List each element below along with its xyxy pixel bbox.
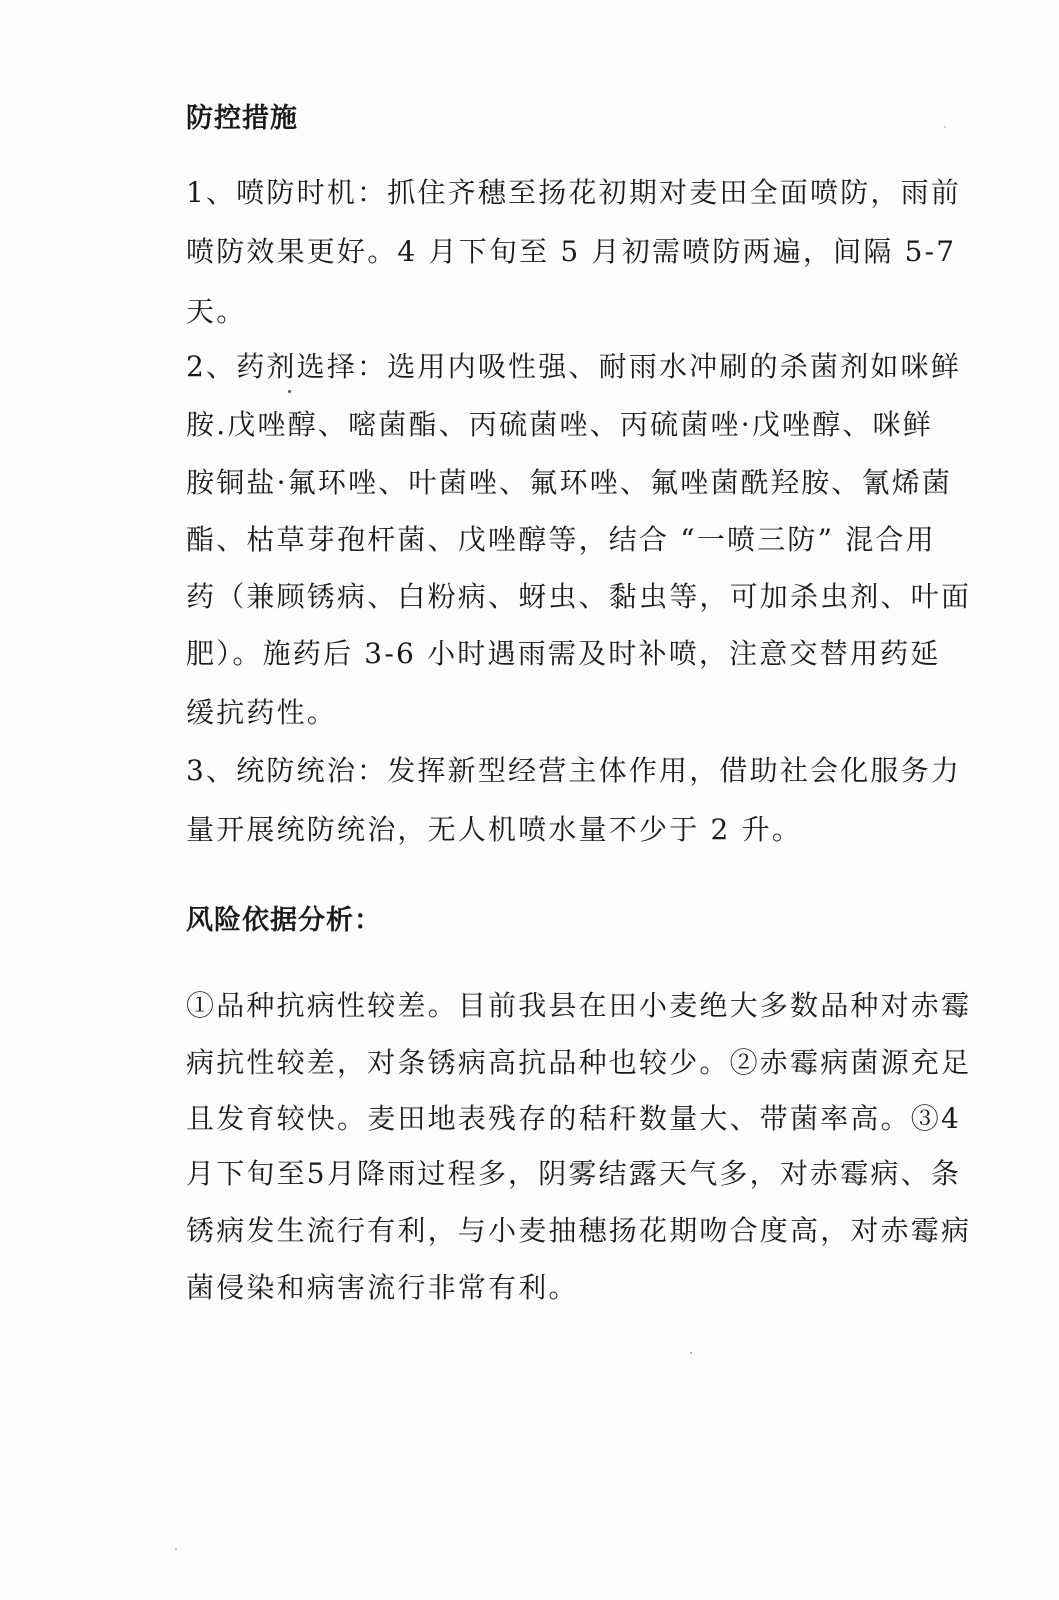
text-line: 天。: [186, 295, 247, 328]
text-line: 月下旬至5月降雨过程多，阴雾结露天气多，对赤霉病、条: [186, 1157, 962, 1190]
text-line: 药（兼顾锈病、白粉病、蚜虫、黏虫等，可加杀虫剂、叶面: [186, 580, 972, 613]
text-line: 3、统防统治：发挥新型经营主体作用，借助社会化服务力: [186, 754, 962, 787]
scan-speck: [288, 390, 291, 393]
scan-speck: [944, 126, 946, 128]
text-line: 菌侵染和病害流行非常有利。: [186, 1271, 579, 1304]
scan-speck: [690, 1352, 692, 1354]
text-line: 且发育较快。麦田地表残存的秸秆数量大、带菌率高。③4: [186, 1102, 962, 1135]
text-line: ①品种抗病性较差。目前我县在田小麦绝大多数品种对赤霉: [186, 989, 972, 1022]
text-line: 胺铜盐·氟环唑、叶菌唑、氟环唑、氟唑菌酰羟胺、氰烯菌: [186, 466, 953, 499]
text-line: 1、喷防时机：抓住齐穗至扬花初期对麦田全面喷防，雨前: [186, 176, 962, 209]
text-line: 喷防效果更好。4 月下旬至 5 月初需喷防两遍，间隔 5-7: [186, 235, 957, 268]
text-line: 肥）。施药后 3-6 小时遇雨需及时补喷，注意交替用药延: [186, 637, 941, 670]
scan-speck: [175, 1548, 177, 1550]
text-line: 缓抗药性。: [186, 696, 338, 729]
heading-risk-analysis: 风险依据分析：: [186, 905, 382, 936]
text-line: 2、药剂选择：选用内吸性强、耐雨水冲刷的杀菌剂如咪鲜: [186, 350, 962, 383]
text-line: 病抗性较差，对条锈病高抗品种也较少。②赤霉病菌源充足: [186, 1046, 972, 1079]
text-line: 量开展统防统治，无人机喷水量不少于 2 升。: [186, 813, 803, 846]
text-line: 锈病发生流行有利，与小麦抽穗扬花期吻合度高，对赤霉病: [186, 1214, 972, 1247]
text-line: 胺.戊唑醇、嘧菌酯、丙硫菌唑、丙硫菌唑·戊唑醇、咪鲜: [186, 408, 934, 441]
text-line: 酯、枯草芽孢杆菌、戊唑醇等，结合 “一喷三防” 混合用: [186, 523, 936, 556]
heading-prevention-measures: 防控措施: [186, 103, 298, 134]
